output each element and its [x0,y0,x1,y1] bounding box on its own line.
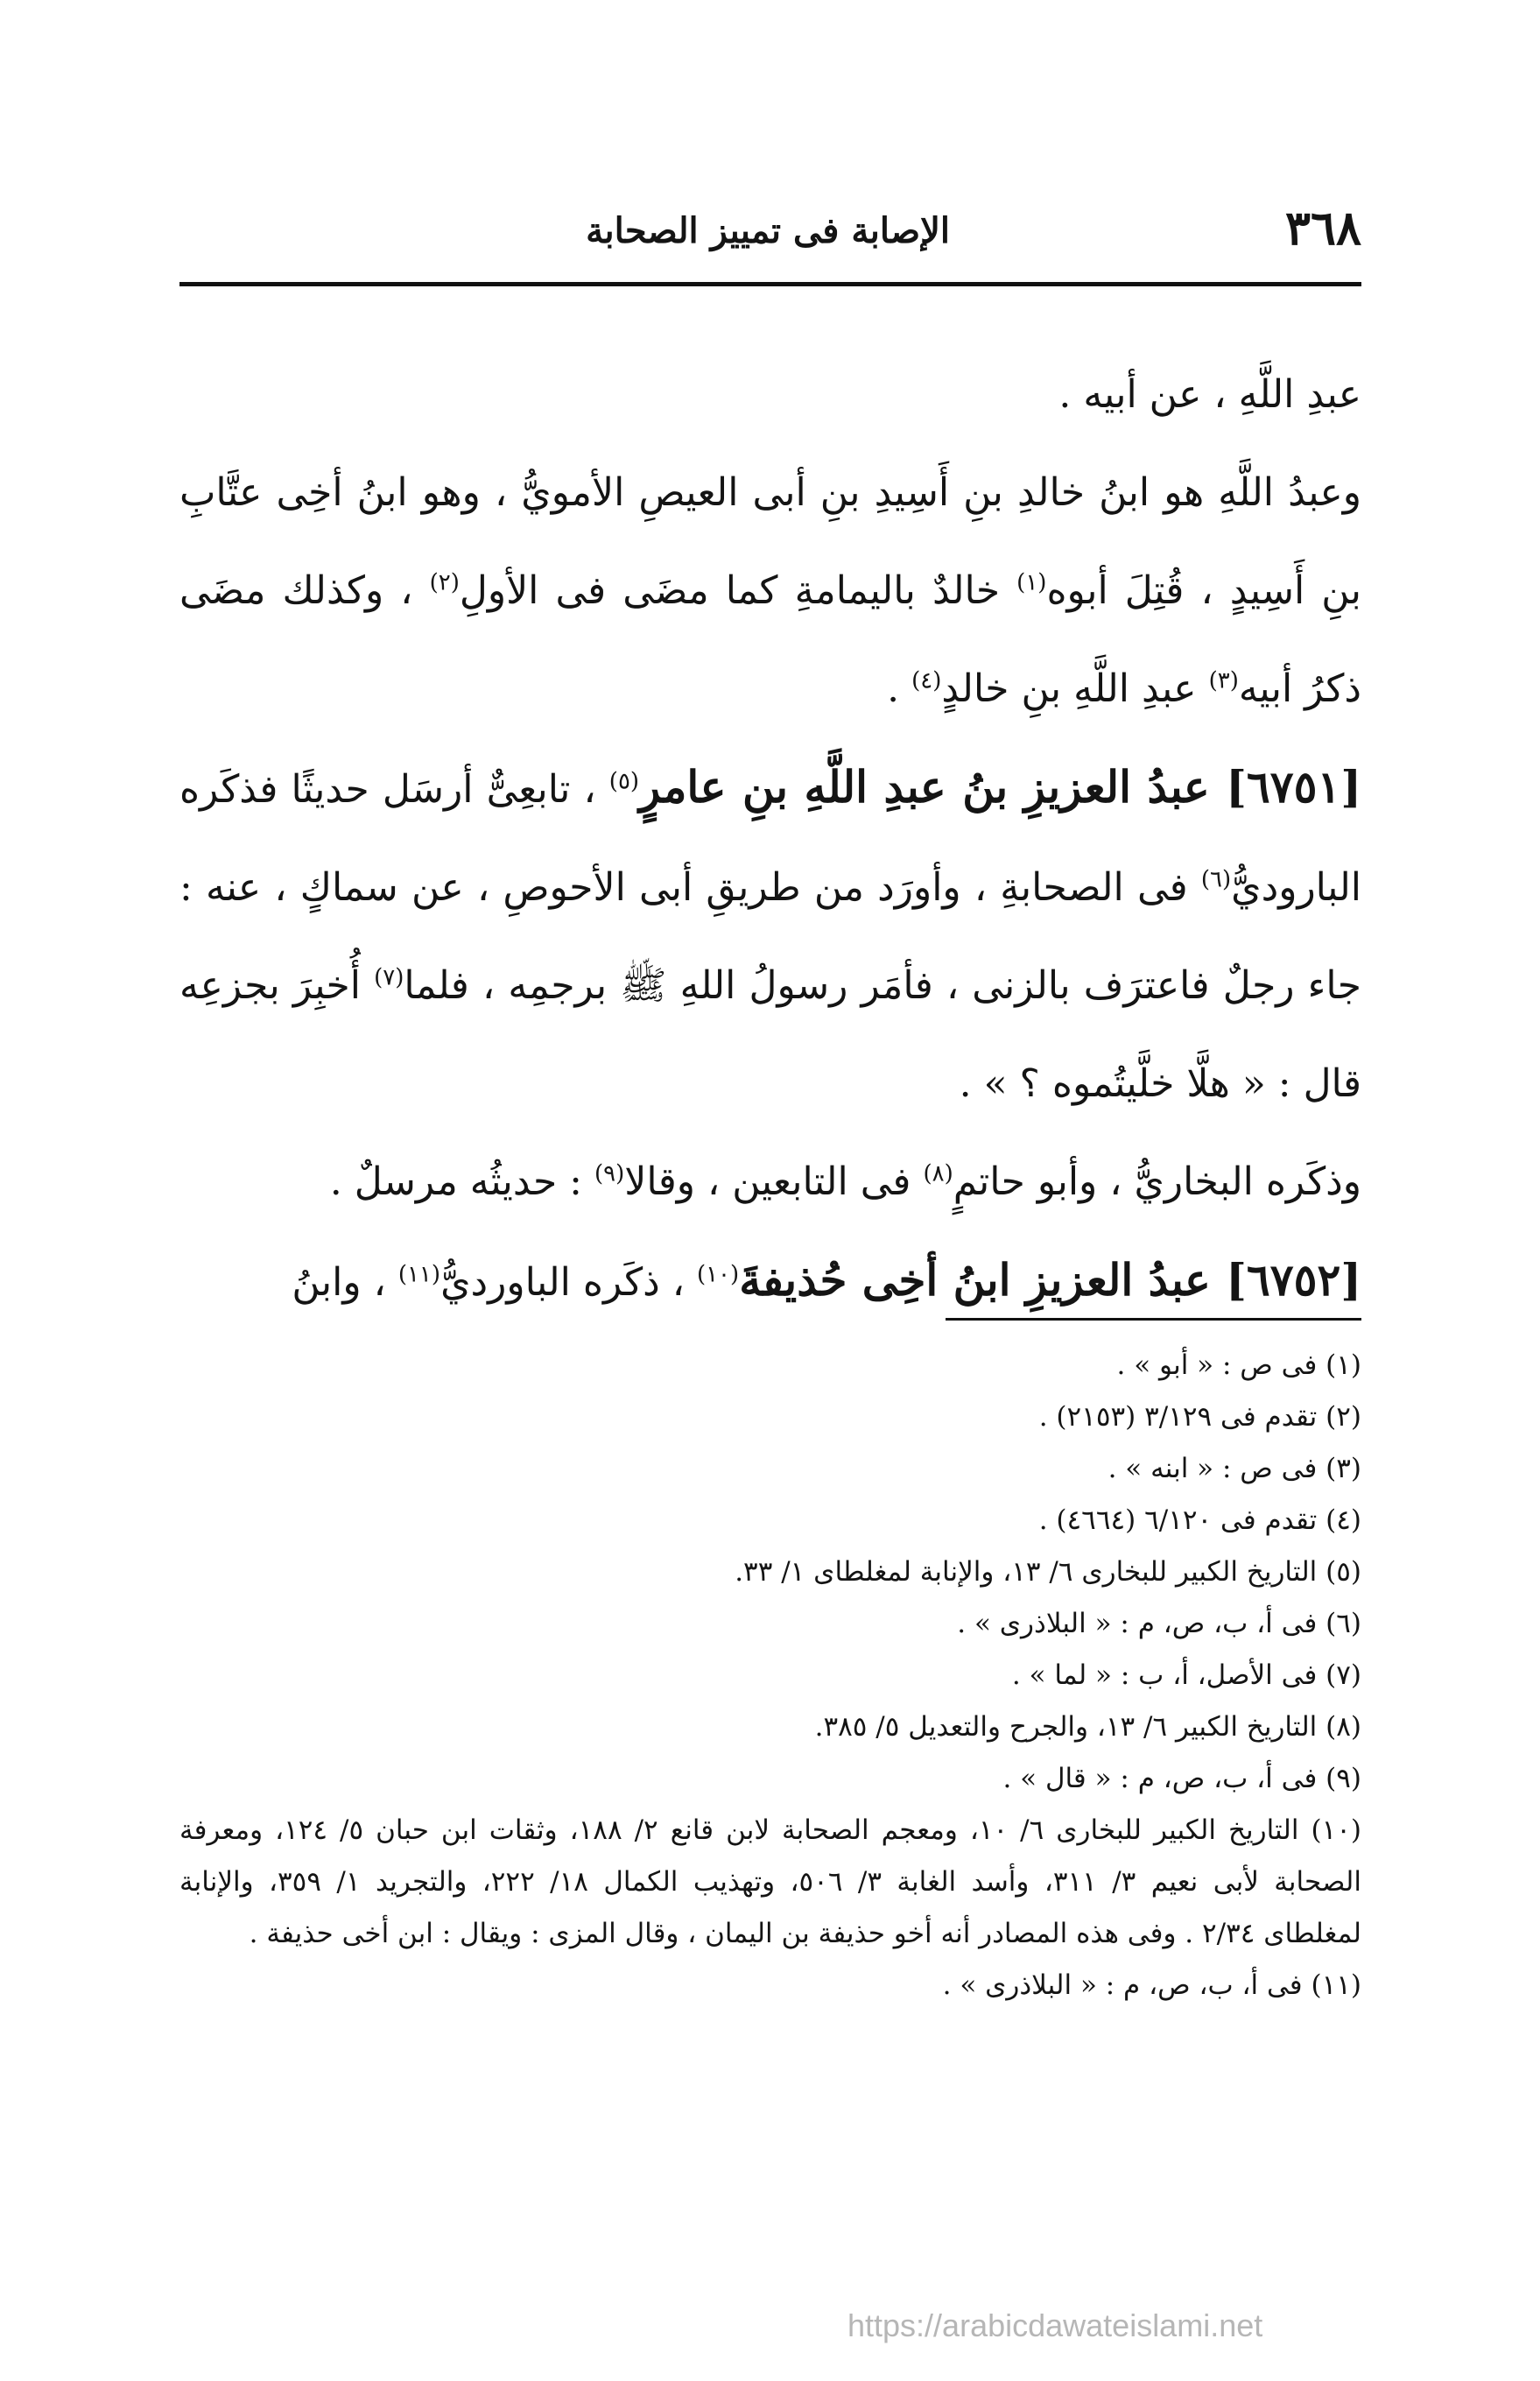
text-run: ، وابنُ [292,1260,398,1305]
text-run: وذكَره البخاريُّ ، وأبو حاتمٍ [953,1159,1361,1204]
paragraph [179,346,1361,444]
watermark-url: https://arabicdawateislami.net [847,2307,1263,2343]
text-run: ، تابعِىٌّ أرسَل حديثًا فذكَره الباروديُّ [179,767,1361,910]
footnote: (٦) فى أ، ب، ص، م : « البلاذرى » . [957,1608,1361,1639]
footnote-ref: (١) [1016,569,1047,596]
text-run: عبدِ اللَّهِ بنِ خالدٍ [941,666,1209,711]
footnote: (٣) فى ص : « ابنه » . [1108,1453,1361,1484]
text-run: فى التابعين ، وقالا [624,1159,924,1204]
entry-6752 [179,1231,1361,1332]
footnote: (١١) فى أ، ب، ص، م : « البلاذرى » . [942,1969,1361,2001]
paragraph [179,444,1361,738]
footnote-rule [946,1318,1361,1321]
page-header [179,200,1361,270]
footnote: (١٠) التاريخ الكبير للبخارى ٦/ ١٠، ومعجم الصحابة لابن قانع ٢/ ١٨٨، وثقات ابن حبان ٥/ ١٢٤، ومعرفة الصحابة لأبى نعيم ٣/ ٣١١، وأسد الغابة ٣/ ٥٠٦، وتهذيب الكمال ١٨/ ٢٢٢، والتجريد ١/ ٣٥٩، والإنابة لمغلطاى ٢/٣٤ . وفى هذه المصادر أنه أخو حذيفة بن اليمان ، وقال المزى : ويقال : ابن أخى حذيفة . [179,1814,1361,1949]
text-run: خالدٌ باليمامةِ كما مضَى فى الأولِ [459,568,1017,613]
footnote-ref: (٧) [374,964,404,991]
footnote-ref: (١٠) [696,1261,740,1288]
header-rule [179,282,1361,286]
paragraph [179,1133,1361,1231]
text-run: وعبدُ اللَّهِ هو ابنُ خالدِ بنِ أَسِيدِ بنِ أبى العيصِ الأمويُّ ، وهو ابنُ أخِى عتَّابِ بنِ أَسِيدٍ ، قُتِلَ أبوه [179,470,1362,613]
text-run: ، وكذلك مضَى ذكرُ أبيه [179,568,1361,711]
entry-6751 [179,738,1361,1133]
footnote: (٨) التاريخ الكبير ٦/ ١٣، والجرح والتعديل ٥/ ٣٨٥. [814,1711,1361,1743]
footnote: (٤) تقدم فى ٦/١٢٠ (٤٦٦٤) . [1038,1504,1361,1536]
footnote-ref: (٩) [594,1160,625,1187]
text-run: . [887,666,912,711]
footnote-ref: (١١) [397,1261,441,1288]
footnote: (٩) فى أ، ب، ص، م : « قال » . [1002,1763,1361,1794]
text-run: أُخبِرَ بجزعِه قال : « هلَّا خلَّيتُموه ؟ » . [179,963,1361,1106]
footnote-ref: (٤) [911,667,942,694]
footnote: (٧) فى الأصل، أ، ب : « لما » . [1011,1659,1361,1691]
text-run: فى الصحابةِ ، وأورَد من طريقِ أبى الأحوصِ ، عن سماكٍ ، عنه : جاء رجلٌ فاعترَف بالزنى ، فأمَر رسولُ اللهِ ﷺ برجمِه ، فلما [179,865,1361,1008]
footnote-ref: (٥) [608,768,640,795]
entry-heading: [٦٧٥٢] عبدُ العزيزِ ابنُ أخِى حُذيفةَ [739,1254,1361,1306]
footnote: (١) فى ص : « أبو » . [1116,1349,1361,1381]
footnote-ref: (٦) [1200,866,1232,893]
page-number: ٣٦٨ [1284,200,1361,256]
main-text [179,346,1361,1332]
running-title: الإصابة فى تمييز الصحابة [586,210,950,251]
text-run: ، ذكَره الباورديُّ [440,1260,697,1305]
footnote-ref: (٣) [1208,667,1239,694]
text-run: : حديثُه مرسلٌ . [329,1159,594,1204]
footnote-ref: (٢) [429,569,460,596]
footnote-ref: (٨) [923,1160,953,1187]
text-run: عبدِ اللَّهِ ، عن أبيه . [1058,372,1361,417]
footnotes [179,1340,1361,2011]
footnote: (٥) التاريخ الكبير للبخارى ٦/ ١٣، والإنابة لمغلطاى ١/ ٣٣. [735,1556,1361,1588]
footnote: (٢) تقدم فى ٣/١٢٩ (٢١٥٣) . [1038,1401,1361,1433]
entry-heading: [٦٧٥١] عبدُ العزيزِ بنُ عبدِ اللَّهِ بنِ عامرٍ [639,761,1361,813]
